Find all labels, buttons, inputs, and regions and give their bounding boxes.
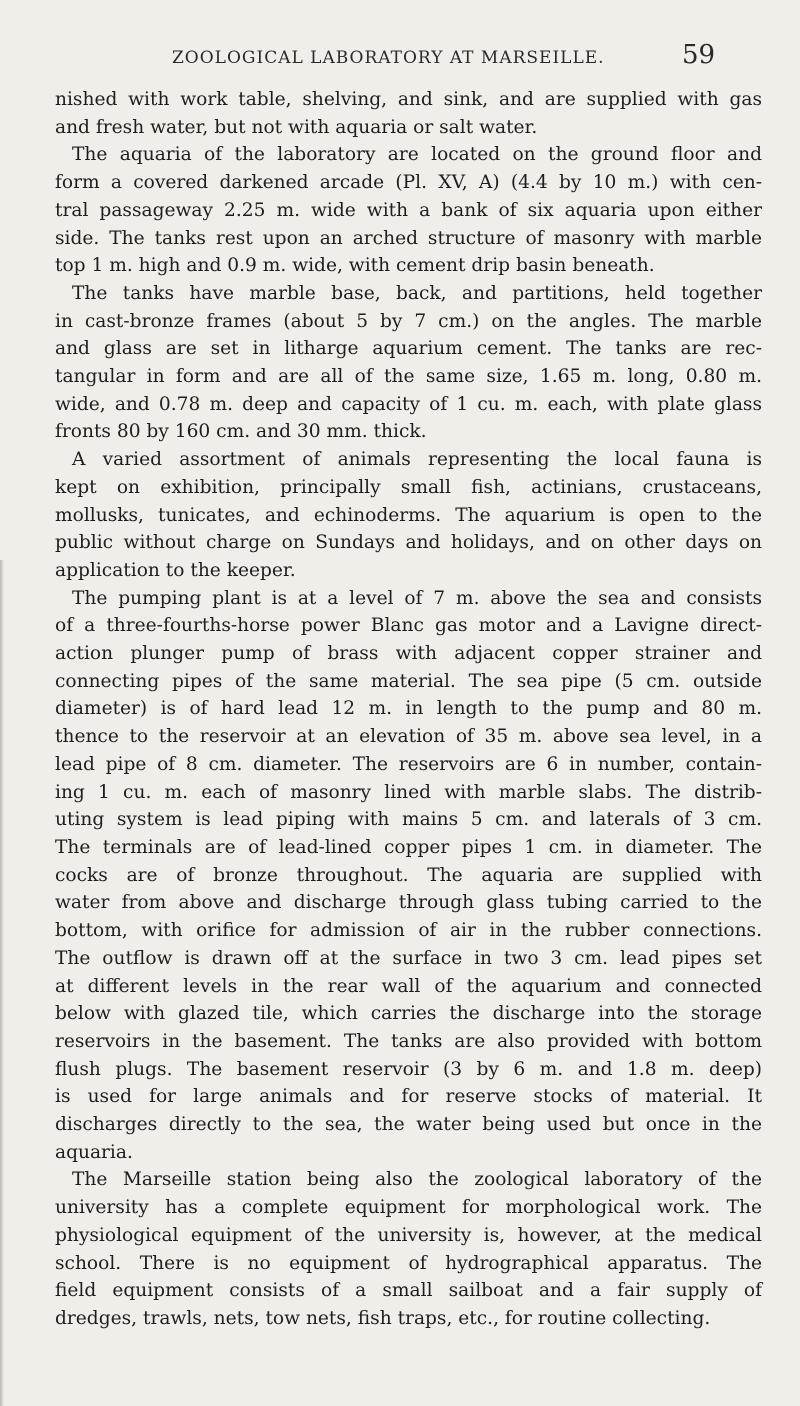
text-line: connecting pipes of the same material. The sea pipe (5 cm. outside	[55, 670, 762, 692]
text-line: kept on exhibition, principally small fish, actinians, crustaceans,	[55, 476, 762, 498]
text-line: bottom, with orifice for admission of air in the rubber connections.	[55, 920, 762, 942]
text-line: school. There is no equipment of hydrographical apparatus. The	[55, 1252, 762, 1274]
text-line: and fresh water, but not with aquaria or salt water.	[55, 116, 538, 138]
text-line: action plunger pump of brass with adjacent copper strainer and	[55, 643, 762, 665]
text-line: flush plugs. The basement reservoir (3 by 6 m. and 1.8 m. deep)	[55, 1058, 762, 1080]
text-line: The aquaria of the laboratory are located on the ground floor and	[72, 144, 762, 166]
text-line: water from above and discharge through glass tubing carried to the	[55, 892, 762, 914]
text-line: A varied assortment of animals representing the local fauna is	[72, 449, 762, 471]
text-line: and glass are set in litharge aquarium cement. The tanks are rec-	[55, 338, 762, 360]
text-line: The outflow is drawn off at the surface in two 3 cm. lead pipes set	[55, 947, 762, 969]
running-title: ZOOLOGICAL LABORATORY AT MARSEILLE.	[172, 48, 605, 68]
text-line: below with glazed tile, which carries the discharge into the storage	[55, 1003, 762, 1025]
text-line: The pumping plant is at a level of 7 m. above the sea and consists	[72, 587, 762, 609]
text-line: fronts 80 by 160 cm. and 30 mm. thick.	[55, 421, 427, 443]
text-line: uting system is lead piping with mains 5 cm. and laterals of 3 cm.	[55, 809, 762, 831]
text-line: side. The tanks rest upon an arched structure of masonry with marble	[55, 227, 762, 249]
text-line: wide, and 0.78 m. deep and capacity of 1 cu. m. each, with plate glass	[55, 393, 762, 415]
binding-shadow	[0, 560, 4, 1406]
text-line: form a covered darkened arcade (Pl. XV, A) (4.4 by 10 m.) with cen-	[55, 172, 762, 194]
text-line: lead pipe of 8 cm. diameter. The reservoirs are 6 in number, contain-	[55, 753, 762, 775]
text-line: application to the keeper.	[55, 559, 296, 581]
text-line: at different levels in the rear wall of the aquarium and connected	[55, 975, 762, 997]
text-line: is used for large animals and for reserve stocks of material. It	[55, 1086, 762, 1108]
text-line: aquaria.	[55, 1141, 133, 1163]
text-line: in cast-bronze frames (about 5 by 7 cm.) on the angles. The marble	[55, 310, 762, 332]
text-line: discharges directly to the sea, the water being used but once in the	[55, 1114, 762, 1136]
text-line: nished with work table, shelving, and sink, and are supplied with gas	[55, 89, 762, 110]
text-line: reservoirs in the basement. The tanks are also provided with bottom	[55, 1030, 762, 1052]
text-line: tangular in form and are all of the same size, 1.65 m. long, 0.80 m.	[55, 366, 762, 388]
text-line: diameter) is of hard lead 12 m. in length to the pump and 80 m.	[55, 698, 762, 720]
text-line: university has a complete equipment for morphological work. The	[55, 1197, 762, 1219]
page-number: 59	[682, 40, 716, 70]
text-line: cocks are of bronze throughout. The aquaria are supplied with	[55, 864, 762, 886]
text-line: mollusks, tunicates, and echinoderms. The aquarium is open to the	[55, 504, 762, 526]
text-line: dredges, trawls, nets, tow nets, fish traps, etc., for routine collecting.	[55, 1307, 711, 1329]
text-line: The Marseille station being also the zoological laboratory of the	[72, 1169, 762, 1191]
text-line: The tanks have marble base, back, and partitions, held together	[72, 282, 762, 304]
text-line: of a three-fourths-horse power Blanc gas motor and a Lavigne direct-	[55, 615, 762, 637]
text-line: field equipment consists of a small sailboat and a fair supply of	[55, 1280, 762, 1302]
text-line: thence to the reservoir at an elevation of 35 m. above sea level, in a	[55, 726, 762, 748]
text-line: top 1 m. high and 0.9 m. wide, with cement drip basin beneath.	[55, 255, 655, 277]
text-line: ing 1 cu. m. each of masonry lined with marble slabs. The distrib-	[55, 781, 762, 803]
text-line: public without charge on Sundays and holidays, and on other days on	[55, 532, 762, 554]
text-line: physiological equipment of the university is, however, at the medical	[55, 1224, 762, 1246]
text-line: The terminals are of lead-lined copper pipes 1 cm. in diameter. The	[55, 836, 762, 858]
text-line: tral passageway 2.25 m. wide with a bank of six aquaria upon either	[55, 199, 762, 221]
body-text	[55, 86, 762, 1333]
